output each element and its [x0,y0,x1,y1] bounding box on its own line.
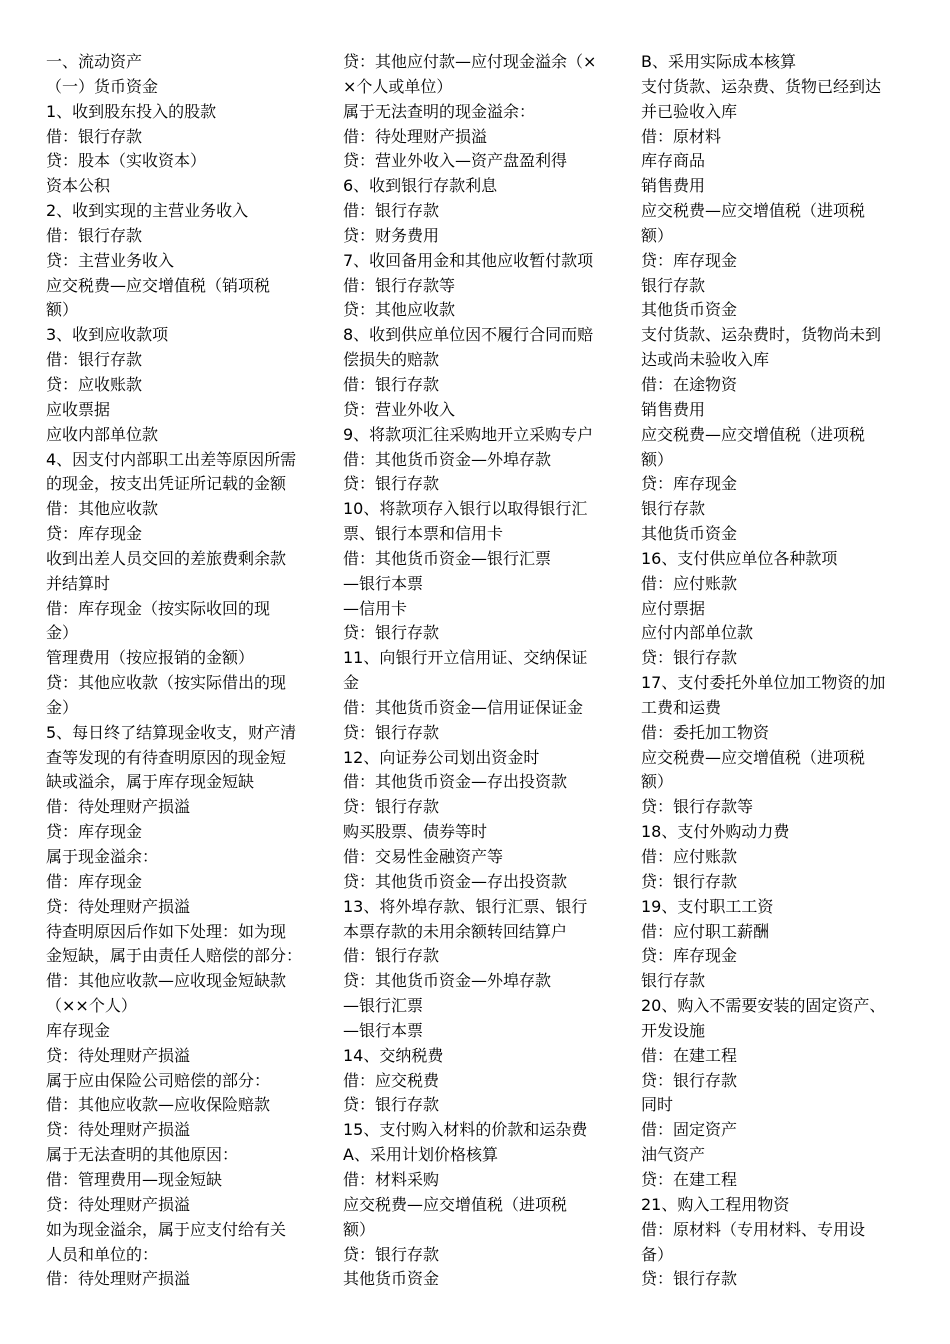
text-line: 管理费用（按应报销的金额） [46,648,255,668]
text-line: —银行本票 [343,573,424,593]
text-line: 应付票据 [641,598,706,618]
text-line: 应付内部单位款 [641,623,754,643]
text-line: 贷：营业外收入—资产盘盈利得 [343,151,568,171]
text-line: 属于应由保险公司赔偿的部分： [46,1070,271,1090]
text-line: 借：其他货币资金—外埠存款 [343,449,552,469]
text-line: 7、收回备用金和其他应收暂付款项 [343,250,594,270]
text-column-right [641,50,903,1292]
text-line: 贷：其他应收款（按实际借出的现 [46,673,287,693]
text-line: 开发设施 [641,1020,706,1040]
text-line: 贷：应收账款 [46,374,143,394]
text-line: 借：其他应收款 [46,499,159,519]
text-line: 借：其他货币资金—信用证保证金 [343,697,584,717]
text-line: 应交税费—应交增值税（进项税 [641,747,866,767]
text-line: 借：应付职工薪酬 [641,921,770,941]
text-line: 金） [46,697,79,717]
text-line: 票、银行本票和信用卡 [343,524,504,544]
text-line: （××个人） [46,996,137,1016]
text-line: 金 [343,673,360,693]
text-line: 贷：银行存款 [641,1269,738,1289]
text-line: A、采用计划价格核算 [343,1145,498,1165]
text-line: 购买股票、债券等时 [343,822,488,842]
text-line: 借：银行存款 [46,126,143,146]
text-line: 银行存款 [641,499,706,519]
text-line: 10、将款项存入银行以取得银行汇 [343,499,588,519]
text-line: 8、收到供应单位因不履行合同而赔 [343,325,594,345]
text-line: 借：银行存款等 [343,275,456,295]
text-line: 贷：银行存款 [343,797,440,817]
text-line: 资本公积 [46,176,111,196]
text-line: 借：库存现金 [46,871,143,891]
text-line: 18、支付外购动力费 [641,822,790,842]
text-line: 应交税费—应交增值税（进项税 [343,1194,568,1214]
text-line: 19、支付职工工资 [641,896,774,916]
text-line: 金短缺，属于由责任人赔偿的部分： [46,946,303,966]
text-line: 本票存款的未用余额转回结算户 [343,921,568,941]
text-column-middle [343,50,611,1292]
text-line: 贷：其他应付款—应付现金溢余（× [343,52,597,71]
text-line: 属于现金溢余： [46,847,159,866]
text-line: 贷：库存现金 [641,946,738,966]
text-line: ×个人或单位） [343,76,453,96]
text-line: 借：待处理财产损溢 [46,797,191,817]
text-line: 借：库存现金（按实际收回的现 [46,598,271,618]
text-line: 借：材料采购 [343,1169,440,1189]
text-line: 借：银行存款 [343,201,440,221]
text-line: 属于无法查明的现金溢余： [343,101,536,121]
text-line: 贷：库存现金 [641,474,738,494]
text-line: 其他货币资金 [641,524,738,544]
text-line: 借：其他货币资金—银行汇票 [343,548,552,568]
text-line: 偿损失的赔款 [343,350,440,370]
text-line: 待查明原因后作如下处理：如为现 [46,921,287,941]
text-line: 借：其他应收款—应收保险赔款 [46,1095,271,1115]
text-line: 贷：待处理财产损溢 [46,1045,191,1065]
text-line: 5、每日终了结算现金收支，财产清 [46,722,297,742]
text-line: 收到出差人员交回的差旅费剩余款 [46,548,287,568]
text-line: 11、向银行开立信用证、交纳保证 [343,648,588,668]
text-line: 贷：银行存款 [343,1095,440,1115]
text-line: 应收内部单位款 [46,424,159,444]
text-line: 借：原材料 [641,126,722,146]
text-line: 备） [641,1244,674,1264]
text-line: 贷：银行存款 [641,871,738,891]
text-line: 库存商品 [641,151,706,171]
text-line: 9、将款项汇往采购地开立采购专户 [343,424,594,444]
text-line: 销售费用 [641,399,706,419]
text-line: 同时 [641,1095,674,1115]
text-line: 销售费用 [641,176,706,196]
text-line: 20、购入不需要安装的固定资产、 [641,996,886,1016]
text-line: 银行存款 [641,275,706,295]
text-line: 如为现金溢余，属于应支付给有关 [46,1219,287,1239]
text-line: 借：管理费用—现金短缺 [46,1169,223,1189]
text-line: 借：应付账款 [641,573,738,593]
text-line: 借：在建工程 [641,1045,738,1065]
text-line: 贷：待处理财产损溢 [46,1120,191,1140]
text-line: 贷：主营业务收入 [46,250,175,270]
text-line: 17、支付委托外单位加工物资的加 [641,673,886,693]
text-line: 贷：银行存款等 [641,797,754,817]
text-line: 额） [641,772,674,792]
text-line: 人员和单位的： [46,1244,159,1264]
text-line: 13、将外埠存款、银行汇票、银行 [343,896,588,916]
text-line: 贷：营业外收入 [343,399,456,419]
text-line: 其他货币资金 [343,1269,440,1289]
text-line: 属于无法查明的其他原因： [46,1145,239,1165]
text-line: 12、向证券公司划出资金时 [343,747,540,767]
text-line: 2、收到实现的主营业务收入 [46,201,249,221]
text-line: 贷：其他应收款 [343,300,456,320]
text-line: 借：在途物资 [641,374,738,394]
text-line: 14、交纳税费 [343,1045,444,1065]
text-line: 贷：银行存款 [343,1244,440,1264]
text-line: 贷：其他货币资金—存出投资款 [343,871,568,891]
text-line: 借：其他应收款—应收现金短缺款 [46,971,287,991]
text-line: 一、流动资产 [46,52,143,71]
text-line: 借：原材料（专用材料、专用设 [641,1219,866,1239]
text-line: —银行本票 [343,1020,424,1040]
text-line: 额） [641,225,674,245]
text-line: 借：应付账款 [641,847,738,866]
text-line: 借：交易性金融资产等 [343,847,504,866]
text-line: 工费和运费 [641,697,722,717]
text-line: 油气资产 [641,1145,706,1165]
text-line: 查等发现的有待查明原因的现金短 [46,747,287,767]
text-line: 借：其他货币资金—存出投资款 [343,772,568,792]
text-line: 银行存款 [641,971,706,991]
text-line: 借：委托加工物资 [641,722,770,742]
text-line: 贷：库存现金 [641,250,738,270]
text-line: —银行汇票 [343,996,424,1016]
text-column-left [46,50,308,1292]
text-line: 额） [343,1219,376,1239]
text-line: 并结算时 [46,573,111,593]
text-line: 借：银行存款 [46,350,143,370]
text-line: 21、购入工程用物资 [641,1194,790,1214]
text-line: 并已验收入库 [641,101,738,121]
text-line: 的现金，按支出凭证所记载的金额 [46,474,287,494]
text-line: 额） [641,449,674,469]
text-line: 应交税费—应交增值税（进项税 [641,201,866,221]
text-line: 贷：银行存款 [343,623,440,643]
text-line: 借：银行存款 [343,946,440,966]
text-line: 应交税费—应交增值税（进项税 [641,424,866,444]
text-line: 支付货款、运杂费时，货物尚未到 [641,325,882,345]
text-line: 应交税费—应交增值税（销项税 [46,275,271,295]
text-line: （一）货币资金 [46,76,159,96]
text-line: 3、收到应收款项 [46,325,169,345]
text-line: 贷：其他货币资金—外埠存款 [343,971,552,991]
text-line: 应收票据 [46,399,111,419]
text-line: 贷：待处理财产损溢 [46,896,191,916]
text-line: 额） [46,300,79,320]
text-line: 贷：在建工程 [641,1169,738,1189]
text-line: 达或尚未验收入库 [641,350,770,370]
text-line: 4、因支付内部职工出差等原因所需 [46,449,297,469]
text-line: 1、收到股东投入的股款 [46,101,217,121]
text-line: 贷：股本（实收资本） [46,151,207,171]
text-line: 借：固定资产 [641,1120,738,1140]
text-line: B、采用实际成本核算 [641,52,796,71]
text-line: 借：应交税费 [343,1070,440,1090]
text-line: —信用卡 [343,598,408,618]
text-line: 贷：银行存款 [343,474,440,494]
text-line: 贷：银行存款 [641,1070,738,1090]
text-line: 贷：银行存款 [343,722,440,742]
text-line: 缺或溢余，属于库存现金短缺 [46,772,255,792]
text-line: 借：待处理财产损溢 [343,126,488,146]
text-line: 6、收到银行存款利息 [343,176,498,196]
text-line: 贷：库存现金 [46,822,143,842]
text-line: 借：银行存款 [46,225,143,245]
text-line: 支付货款、运杂费、货物已经到达 [641,76,882,96]
text-line: 贷：待处理财产损溢 [46,1194,191,1214]
text-line: 库存现金 [46,1020,111,1040]
text-line: 16、支付供应单位各种款项 [641,548,838,568]
text-line: 贷：库存现金 [46,524,143,544]
text-line: 贷：财务费用 [343,225,440,245]
text-line: 其他货币资金 [641,300,738,320]
text-line: 贷：银行存款 [641,648,738,668]
text-line: 金） [46,623,79,643]
text-line: 借：银行存款 [343,374,440,394]
text-line: 15、支付购入材料的价款和运杂费 [343,1120,588,1140]
text-line: 借：待处理财产损溢 [46,1269,191,1289]
